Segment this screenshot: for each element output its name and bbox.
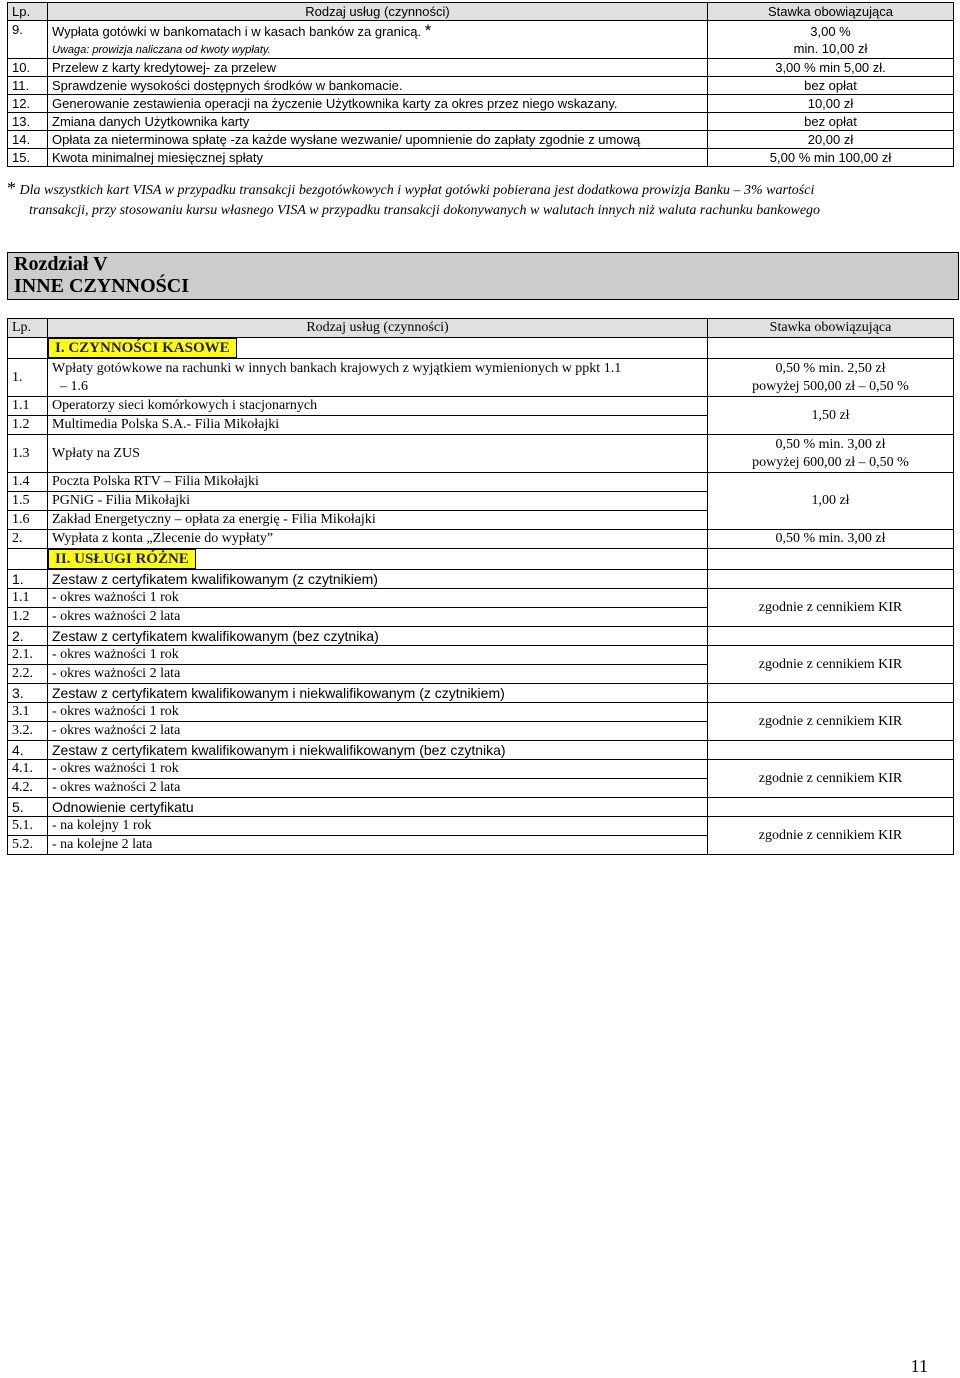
row-lp: 9. [8,21,48,59]
row-lp: 2.1. [8,646,48,665]
table-row [8,435,954,473]
row-desc: Multimedia Polska S.A.- Filia Mikołajki [48,416,708,435]
row-desc-line-1: Wpłaty gotówkowe na rachunki w innych bankach krajowych z wyjątkiem wymienionych w ppkt 1.1 [52,360,622,376]
rate-line-2: powyżej 600,00 zł – 0,50 % [752,454,909,470]
row-desc: Opłata za nieterminowa spłatę -za każde wysłane wezwanie/ upomnienie do zapłaty zgodnie z umową [48,131,708,149]
footnote [7,178,953,221]
row-desc: - okres ważności 2 lata [48,665,708,684]
row-rate: 3,00 % min 5,00 zł. [708,59,954,77]
row-desc: Poczta Polska RTV – Filia Mikołajki [48,473,708,492]
row-desc: Zestaw z certyfikatem kwalifikowanym i niekwalifikowanym (bez czytnika) [48,741,708,760]
row-desc: Zestaw z certyfikatem kwalifikowanym (bez czytnika) [48,627,708,646]
row-desc: - okres ważności 1 rok [48,703,708,722]
row-desc-line-2: – 1.6 [60,378,88,394]
row-desc: Operatorzy sieci komórkowych i stacjonarnych [48,397,708,416]
section-row [8,338,954,359]
section-row [8,549,954,570]
row-lp: 1.2 [8,416,48,435]
row-lp: 4.2. [8,779,48,798]
section-title-cash: I. CZYNNOŚCI KASOWE [48,338,237,358]
footnote-line-1: Dla wszystkich kart VISA w przypadku transakcji bezgotówkowych i wypłat gotówki pobierana jest dodatkowa prowizja Banku – 3% wartości [19,183,815,198]
row-lp: 5.2. [8,836,48,855]
row-desc [48,359,708,397]
table-row [8,95,954,113]
row-lp: 1.5 [8,492,48,511]
row-rate: 1,00 zł [708,473,954,530]
row-desc: Zestaw z certyfikatem kwalifikowanym i niekwalifikowanym (z czytnikiem) [48,684,708,703]
row-rate: zgodnie z cennikiem KIR [708,646,954,684]
header-service: Rodzaj usług (czynności) [48,3,708,21]
row-lp: 1.2 [8,608,48,627]
row-lp: 14. [8,131,48,149]
row-lp: 2. [8,530,48,549]
page-number: 11 [910,1356,928,1376]
row-lp: 4. [8,741,48,760]
row-lp: 2.2. [8,665,48,684]
fees-table-other [7,318,954,855]
table-row [8,646,954,665]
row-lp: 1.1 [8,397,48,416]
table-row [8,149,954,167]
group-title-row [8,627,954,646]
row-desc [48,21,708,59]
table-row [8,21,954,59]
row-rate [708,359,954,397]
row-rate: 1,50 zł [708,397,954,435]
row-desc: Zmiana danych Użytkownika karty [48,113,708,131]
row-note: Uwaga: prowizja naliczana od kwoty wypłaty. [52,44,271,56]
rate-line-1: 0,50 % min. 2,50 zł [775,360,886,376]
fees-table-cards [7,2,954,167]
row-rate [708,21,954,59]
chapter-number: Rozdział V [14,253,108,275]
row-lp: 15. [8,149,48,167]
row-desc: Generowanie zestawienia operacji na życzenie Użytkownika karty za okres przez niego wskazany. [48,95,708,113]
table-row [8,703,954,722]
row-desc: Sprawdzenie wysokości dostępnych środków w bankomacie. [48,77,708,95]
row-desc-text: Wypłata gotówki w bankomatach i w kasach banków za granicą. [52,24,422,39]
row-lp: 3.2. [8,722,48,741]
header-lp: Lp. [8,3,48,21]
table-row [8,131,954,149]
row-desc: Wypłata z konta „Zlecenie do wypłaty” [48,530,708,549]
row-lp: 11. [8,77,48,95]
row-desc: Przelew z karty kredytowej- za przelew [48,59,708,77]
row-lp: 10. [8,59,48,77]
header-rate: Stawka obowiązująca [708,319,954,338]
row-desc: Zestaw z certyfikatem kwalifikowanym (z czytnikiem) [48,570,708,589]
table-header-row [8,319,954,338]
row-desc: - okres ważności 2 lata [48,722,708,741]
header-service: Rodzaj usług (czynności) [48,319,708,338]
row-desc: - okres ważności 2 lata [48,608,708,627]
row-rate: 10,00 zł [708,95,954,113]
row-lp: 5. [8,798,48,817]
row-desc: - okres ważności 1 rok [48,646,708,665]
table-row [8,59,954,77]
row-rate: zgodnie z cennikiem KIR [708,703,954,741]
row-desc: - na kolejny 1 rok [48,817,708,836]
row-lp: 1.4 [8,473,48,492]
row-desc: - okres ważności 1 rok [48,589,708,608]
table-row [8,760,954,779]
group-title-row [8,570,954,589]
row-lp: 1.3 [8,435,48,473]
row-desc: - na kolejne 2 lata [48,836,708,855]
row-lp: 1.6 [8,511,48,530]
row-lp: 12. [8,95,48,113]
rate-line-2: min. 10,00 zł [793,40,868,56]
row-lp: 1.1 [8,589,48,608]
row-lp: 3.1 [8,703,48,722]
table-row [8,589,954,608]
row-desc: - okres ważności 2 lata [48,779,708,798]
row-rate [708,435,954,473]
table-row [8,473,954,492]
row-rate: 0,50 % min. 3,00 zł [708,530,954,549]
table-row [8,817,954,836]
table-row [8,359,954,397]
chapter-header [7,252,959,300]
row-desc: Zakład Energetyczny – opłata za energię - Filia Mikołajki [48,511,708,530]
rate-line-1: 0,50 % min. 3,00 zł [775,436,886,452]
header-rate: Stawka obowiązująca [708,3,954,21]
row-lp: 13. [8,113,48,131]
group-title-row [8,684,954,703]
rate-line-2: powyżej 500,00 zł – 0,50 % [752,378,909,394]
row-desc: Wpłaty na ZUS [48,435,708,473]
row-desc: - okres ważności 1 rok [48,760,708,779]
row-rate: zgodnie z cennikiem KIR [708,817,954,855]
row-rate: 20,00 zł [708,131,954,149]
row-lp: 5.1. [8,817,48,836]
row-desc: PGNiG - Filia Mikołajki [48,492,708,511]
row-desc: Odnowienie certyfikatu [48,798,708,817]
asterisk-mark: * [424,21,432,40]
row-lp: 2. [8,627,48,646]
footnote-line-2: transakcji, przy stosowaniu kursu własnego VISA w przypadku transakcji dokonywanych w walutach innych niż waluta rachunku bankowego [29,203,821,218]
rate-line-1: 3,00 % [810,23,851,39]
row-rate: zgodnie z cennikiem KIR [708,760,954,798]
row-lp: 1. [8,570,48,589]
section-title-misc: II. USŁUGI RÓŻNE [48,549,196,569]
row-desc: Kwota minimalnej miesięcznej spłaty [48,149,708,167]
table-row [8,530,954,549]
chapter-title: INNE CZYNNOŚCI [14,275,190,297]
table-header-row [8,3,954,21]
row-lp: 4.1. [8,760,48,779]
row-rate: zgodnie z cennikiem KIR [708,589,954,627]
table-row [8,113,954,131]
table-row [8,397,954,416]
row-rate: bez opłat [708,113,954,131]
group-title-row [8,798,954,817]
row-lp: 1. [8,359,48,397]
row-rate: bez opłat [708,77,954,95]
group-title-row [8,741,954,760]
row-lp: 3. [8,684,48,703]
row-rate: 5,00 % min 100,00 zł [708,149,954,167]
footnote-star: * [7,178,16,198]
table-row [8,77,954,95]
header-lp: Lp. [8,319,48,338]
